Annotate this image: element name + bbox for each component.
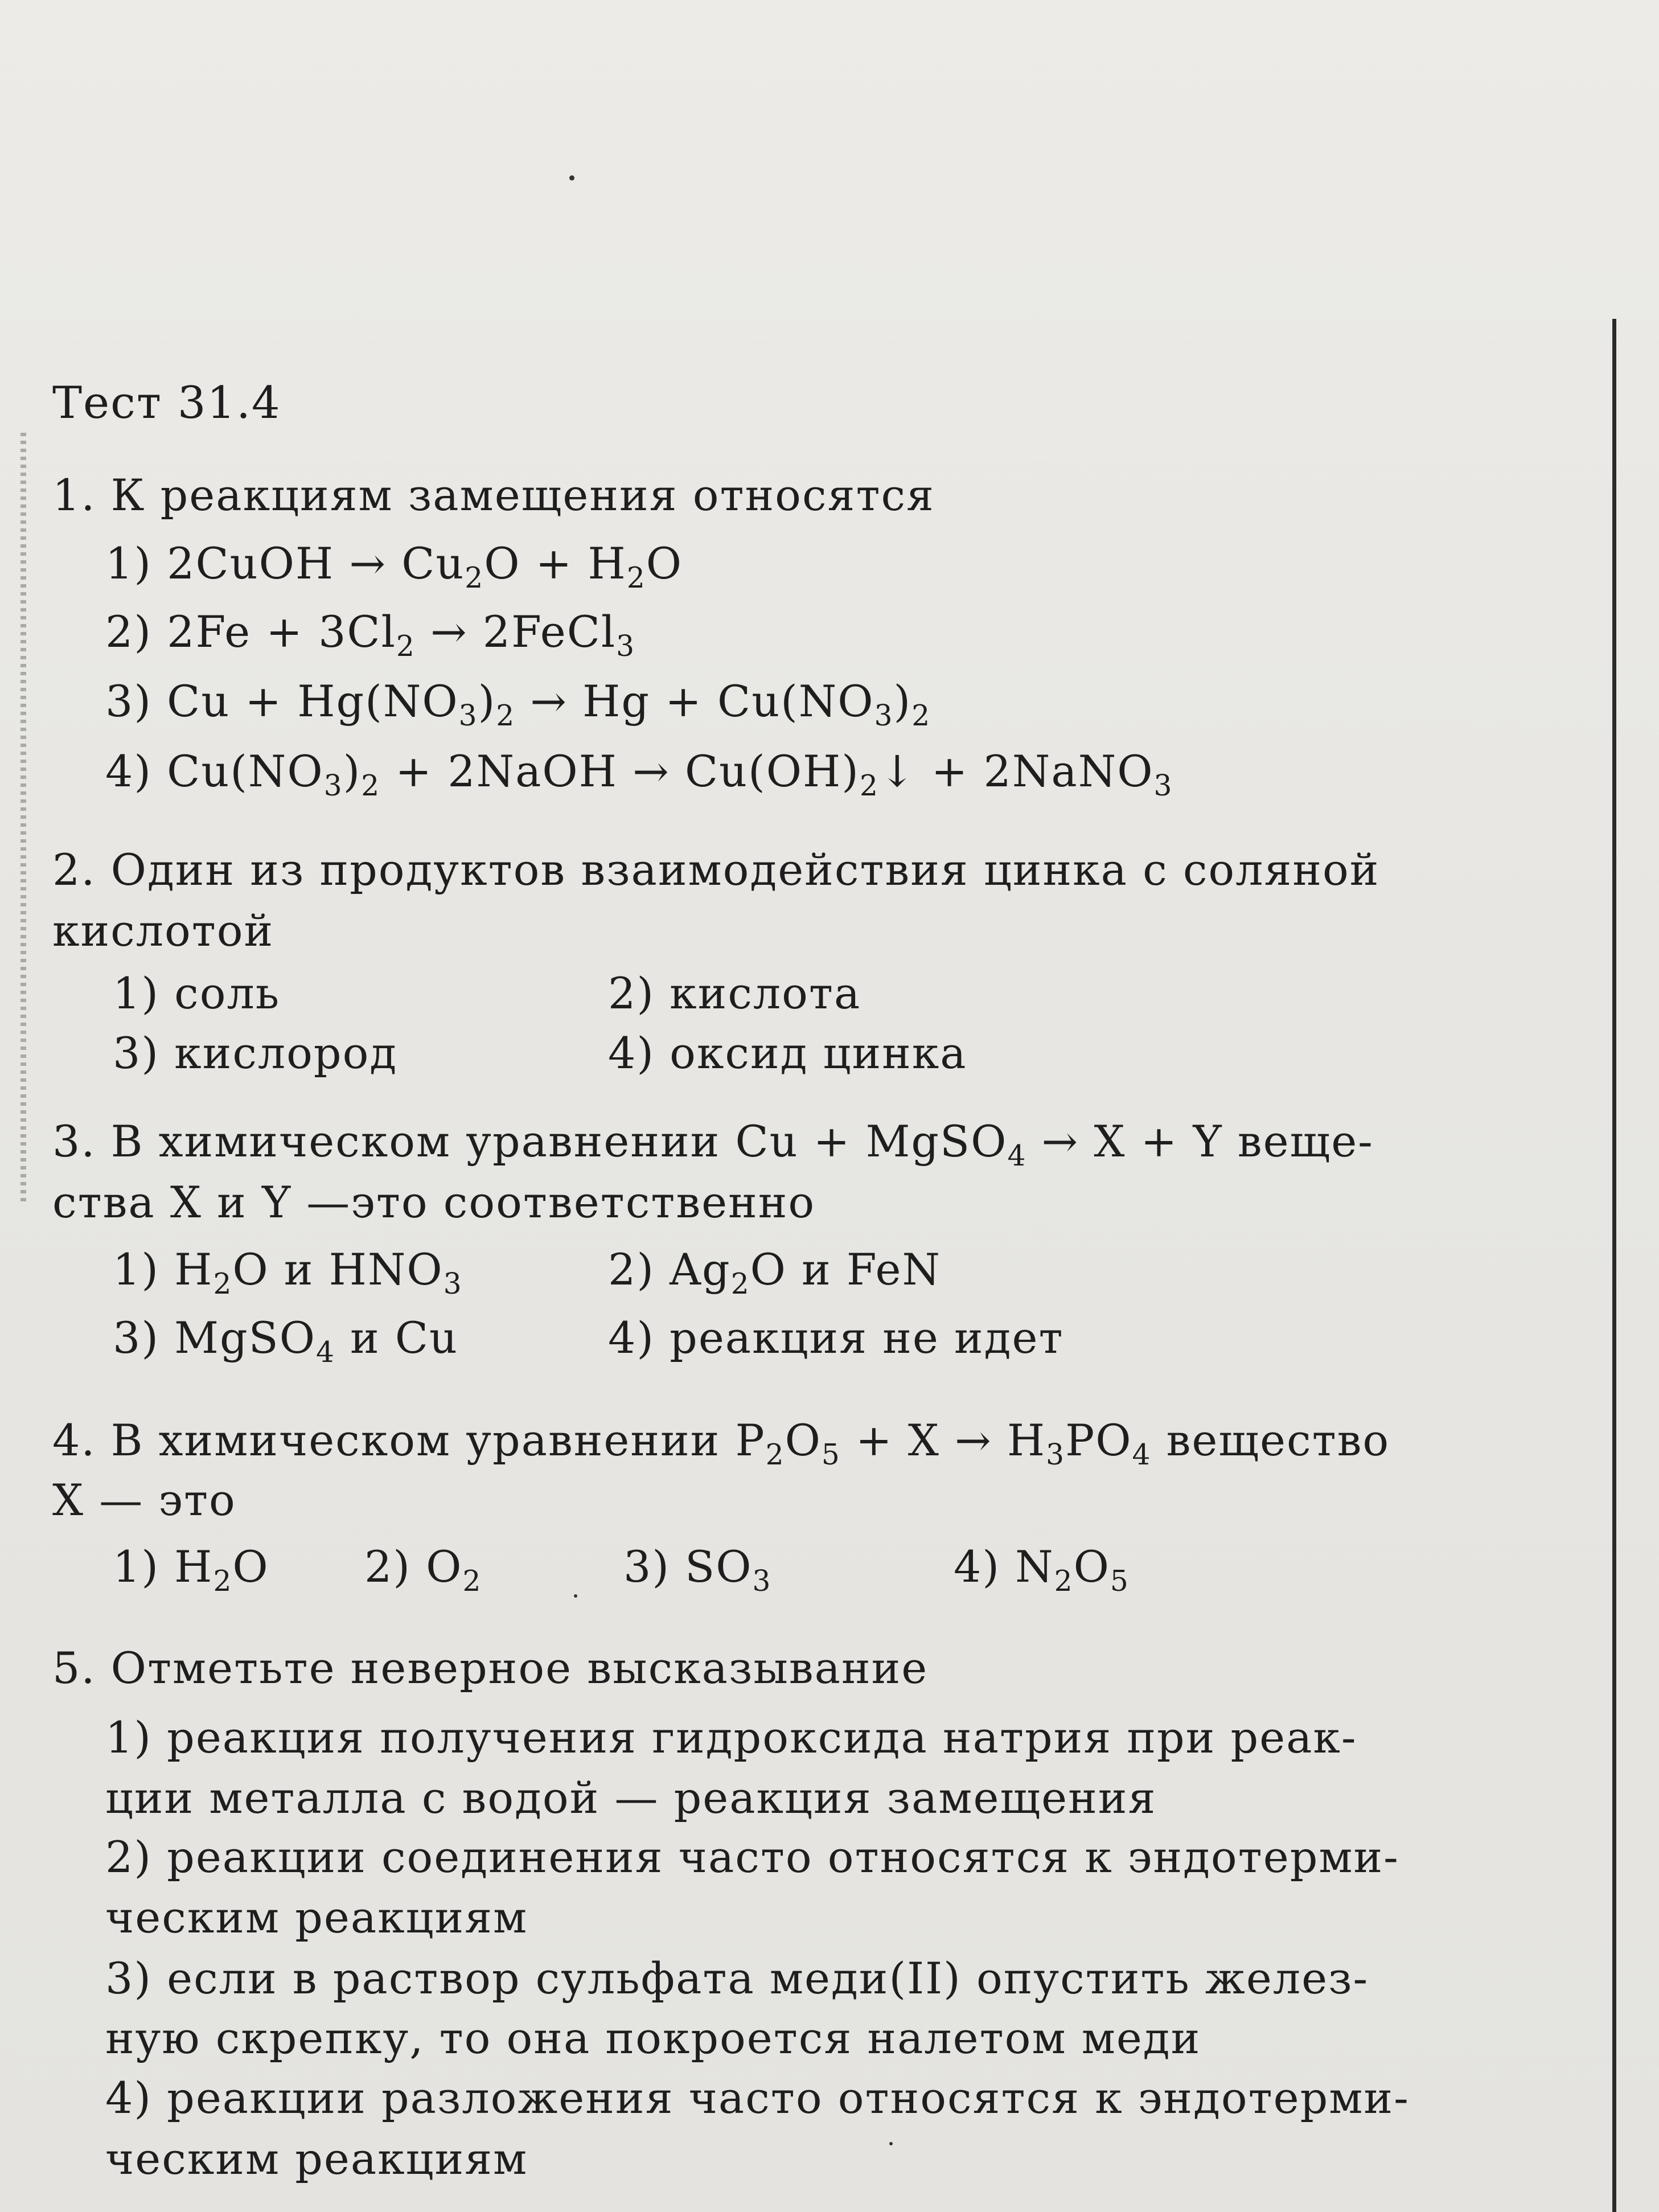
question-1-option-3: 3) $Cu + Hg(NO_3)_2 \to Hg + Cu(NO_3)_2$ <box>105 676 931 733</box>
question-1-option-1: 1) 2CuOH → $Cu_2O + H_2O$ <box>105 538 683 595</box>
torn-left-edge <box>20 433 26 1201</box>
question-2-option-2: 2) кислота <box>608 968 861 1019</box>
question-5-line: ческим реакциям <box>105 1892 528 1943</box>
question-5-line: 2) реакции соединения часто относятся к эндотерми- <box>105 1832 1399 1882</box>
question-4-option-1: 1) $H_2O$ <box>113 1541 269 1598</box>
question-4-line-2: X — это <box>52 1475 236 1525</box>
question-2-line-2: кислотой <box>52 905 274 956</box>
question-3-option-4: 4) реакция не идет <box>608 1312 1064 1363</box>
question-2-option-1: 1) соль <box>113 968 281 1019</box>
question-5-line: ческим реакциям <box>105 2133 528 2184</box>
question-5-line: 3) если в раствор сульфата меди(II) опустить желез- <box>105 1953 1369 2004</box>
page-edge-rule <box>1612 319 1616 2212</box>
question-4-line-1: 4. В химическом уравнении $P_2O_5 + X \to H_3PO_4$ вещество <box>52 1415 1390 1472</box>
question-5-text: 5. Отметьте неверное высказывание <box>52 1643 929 1693</box>
question-2-option-3: 3) кислород <box>113 1028 398 1078</box>
ink-speck <box>569 175 574 180</box>
ink-speck <box>889 2142 893 2145</box>
question-3-line-2: ства X и Y —это соответственно <box>52 1177 816 1228</box>
question-2-option-4: 4) оксид цинка <box>608 1028 967 1078</box>
question-5-line: ции металла с водой — реакция замещения <box>105 1772 1157 1823</box>
question-5-line: 1) реакция получения гидроксида натрия при реак- <box>105 1712 1357 1763</box>
question-1-option-4: 4) $Cu(NO_3)_2$ + 2NaOH → $Cu(OH)_2↓$ + 2NaNO$_3$ <box>105 746 1173 803</box>
question-4-option-2: 2) $O_2$ <box>364 1541 482 1598</box>
question-2-line-1: 2. Один из продуктов взаимодействия цинка с соляной <box>52 844 1380 895</box>
question-1-text: 1. К реакциям замещения относятся <box>52 470 935 520</box>
question-4-option-3: 3) $SO_3$ <box>623 1541 772 1598</box>
ink-speck <box>574 1594 577 1598</box>
question-1-option-2: 2) $2Fe + 3Cl_2$ → 2FeCl$_3$ <box>105 606 636 663</box>
question-5-line: 4) реакции разложения часто относятся к эндотерми- <box>105 2073 1410 2123</box>
test-title: Тест 31.4 <box>52 377 281 429</box>
question-5-line: ную скрепку, то она покроется налетом меди <box>105 2013 1201 2063</box>
question-3-option-1: 1) $H_2O$ и $HNO_3$ <box>113 1244 463 1301</box>
question-3-line-1: 3. В химическом уравнении Cu + MgSO$_4$ → X + Y веще- <box>52 1116 1374 1173</box>
question-4-option-4: 4) $N_2O_5$ <box>954 1541 1130 1598</box>
question-3-option-2: 2) $Ag_2O$ и FeN <box>608 1244 941 1301</box>
question-3-option-3: 3) MgSO$_4$ и Cu <box>113 1312 459 1369</box>
